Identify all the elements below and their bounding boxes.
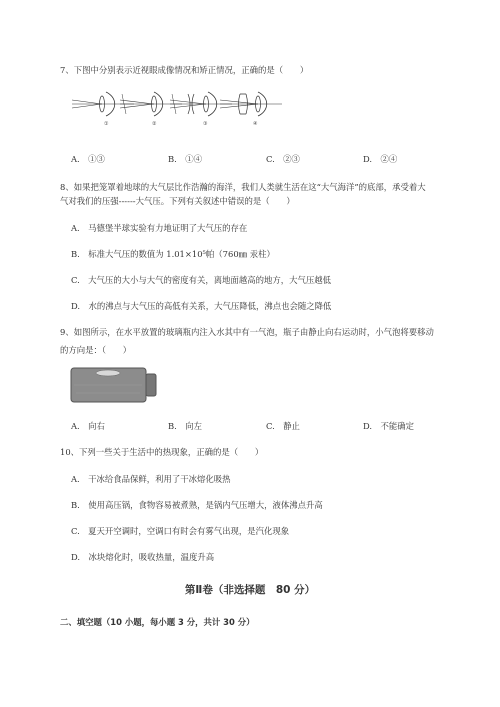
q8-option-a[interactable]: A. 马德堡半球实验有力地证明了大气压的存在 bbox=[71, 223, 248, 233]
q9-stem-line1: 9、如图所示，在水平放置的玻璃瓶内注入水其中有一气泡，瓶子由静止向右运动时，小气泡将要移动 bbox=[60, 327, 434, 337]
q9-option-a[interactable]: A. 向右 bbox=[71, 421, 105, 431]
q8-option-b[interactable]: B. 标准大气压的数值为 1.01×10⁵帕（760㎜ 汞柱） bbox=[71, 249, 275, 259]
q8-option-d[interactable]: D. 水的沸点与大气压的高低有关系，大气压降低，沸点也会随之降低 bbox=[71, 301, 332, 311]
eye-figure-2-label: ② bbox=[152, 121, 157, 127]
q10-option-d[interactable]: D. 冰块熔化时，吸收热量，温度升高 bbox=[71, 552, 215, 562]
q9-option-c[interactable]: C. 静止 bbox=[266, 421, 300, 431]
q7-option-b[interactable]: B. ①④ bbox=[168, 154, 202, 164]
bottle-figure bbox=[70, 365, 160, 405]
q10-option-b[interactable]: B. 使用高压锅，食物容易被煮熟，是锅内气压增大，液体沸点升高 bbox=[71, 500, 323, 510]
q10-stem: 10、下列一些关于生活中的热现象，正确的是（ ） bbox=[60, 447, 264, 457]
q7-option-a[interactable]: A. ①③ bbox=[71, 154, 105, 164]
eye-figure-4 bbox=[220, 90, 300, 126]
q10-option-c[interactable]: C. 夏天开空调时，空调口有时会有雾气出现，是汽化现象 bbox=[71, 526, 290, 536]
q8-option-c[interactable]: C. 大气压的大小与大气的密度有关，离地面越高的地方，大气压越低 bbox=[71, 275, 332, 285]
eye-figure-3-label: ③ bbox=[203, 121, 208, 127]
q7-stem: 7、下图中分别表示近视眼成像情况和矫正情况，正确的是（ ） bbox=[60, 65, 309, 75]
q7-option-d[interactable]: D. ②④ bbox=[363, 154, 398, 164]
section-2-subtitle: 二、填空题（10 小题，每小题 3 分，共计 30 分） bbox=[60, 617, 255, 627]
q7-option-c[interactable]: C. ②③ bbox=[266, 154, 300, 164]
q9-stem-line2: 的方向是：（ ） bbox=[60, 345, 132, 355]
q9-option-d[interactable]: D. 不能确定 bbox=[363, 421, 414, 431]
section-2-title: 第Ⅱ卷（非选择题 80 分） bbox=[184, 584, 316, 596]
q8-stem-line1: 8、如果把笼罩着地球的大气层比作浩瀚的海洋，我们人类就生活在这“大气海洋”的底部，承受着大 bbox=[60, 182, 426, 192]
q8-stem-line2: 气对我们的压强------大气压。下列有关叙述中错误的是（ ） bbox=[60, 196, 295, 206]
q9-option-b[interactable]: B. 向左 bbox=[168, 421, 202, 431]
eye-figure-1-label: ① bbox=[104, 121, 109, 127]
eye-figure-4-label: ④ bbox=[253, 121, 258, 127]
q10-option-a[interactable]: A. 干冰给食品保鲜，利用了干冰熔化吸热 bbox=[71, 474, 231, 484]
